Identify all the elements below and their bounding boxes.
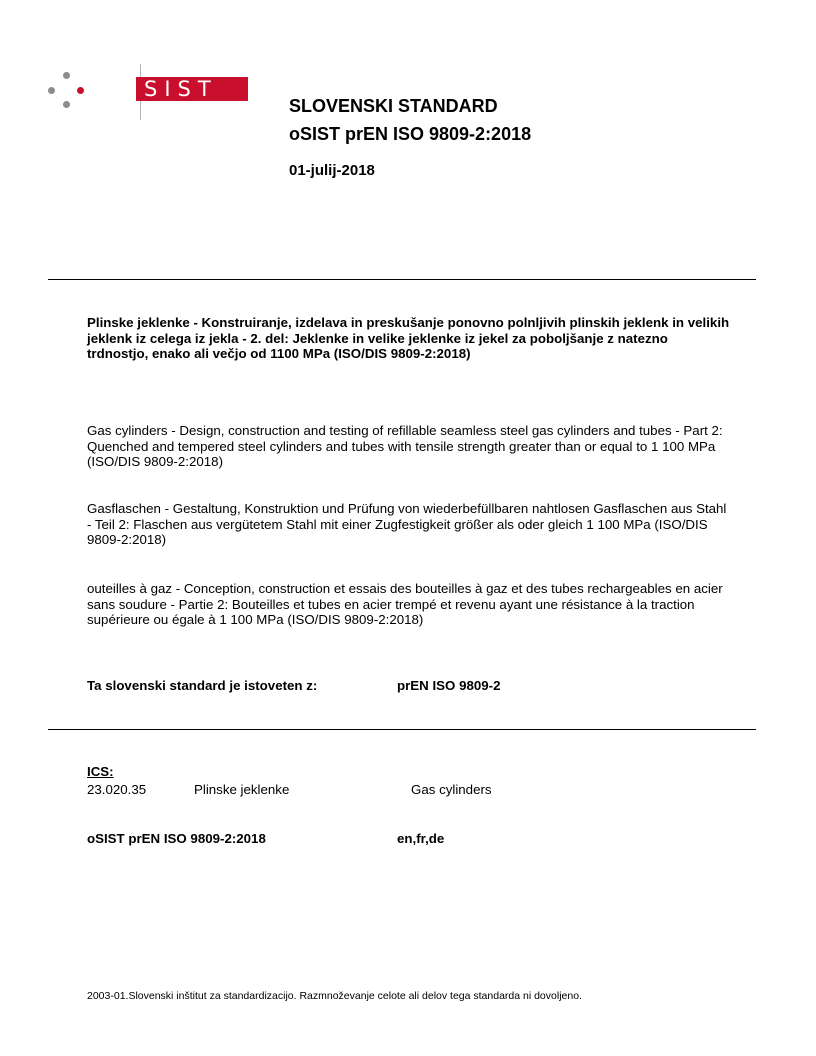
logo-dot-red-icon [77,87,84,94]
ics-description-sl: Plinske jeklenke [194,782,290,797]
publication-date: 01-julij-2018 [289,162,375,179]
logo-wordmark: SIST [136,77,248,101]
ics-description-en: Gas cylinders [411,782,492,797]
title-french: outeilles à gaz - Conception, construction et essais des bouteilles à gaz et des tubes rechargeables en acier sans soudure - Partie 2: Bouteilles et tubes en acier trempé et revenu ayant une résistance à la traction supérieure ou égale à 1 100 MPa (ISO/DIS 9809-2:2018) [87,581,723,627]
title-english: Gas cylinders - Design, construction and testing of refillable seamless steel gas cylinders and tubes - Part 2: Quenched and tempered steel cylinders and tubes with tensile strength greater than or equal to 1 100 MPa (ISO/DIS 9809-2:2018) [87,423,723,469]
standard-code-heading: oSIST prEN ISO 9809-2:2018 [289,124,532,144]
top-divider [48,279,756,280]
ics-label: ICS: [87,764,114,779]
title-german: Gasflaschen - Gestaltung, Konstruktion und Prüfung von wiederbefüllbaren nahtlosen Gasflaschen aus Stahl - Teil 2: Flaschen aus vergütetem Stahl mit einer Zugfestigkeit größer als oder gleich 1 100 MPa (ISO/DIS 9809-2:2018) [87,501,727,547]
sist-logo [46,64,218,124]
document-code: oSIST prEN ISO 9809-2:2018 [87,831,266,846]
logo-dot-icon [63,101,70,108]
copyright-footer: 2003-01.Slovenski inštitut za standardizacijo. Razmnoževanje celote ali delov tega standarda ni dovoljeno. [87,990,582,1002]
document-languages: en,fr,de [397,831,445,846]
logo-dot-icon [48,87,55,94]
standard-heading: SLOVENSKI STANDARD [289,96,498,116]
bottom-divider [48,729,756,730]
title-slovenian: Plinske jeklenke - Konstruiranje, izdelava in preskušanje ponovno polnljivih plinskih jeklenk in velikih jeklenk iz celega iz jekla - 2. del: Jeklenke in velike jeklenke iz jekel za poboljšanje z natezno trdnostjo, enako ali večjo od 1100 MPa (ISO/DIS 9809-2:2018) [87,315,730,361]
identical-label: Ta slovenski standard je istoveten z: [87,678,318,693]
ics-code: 23.020.35 [87,782,147,797]
identical-value: prEN ISO 9809-2 [397,678,501,693]
logo-dot-icon [63,72,70,79]
